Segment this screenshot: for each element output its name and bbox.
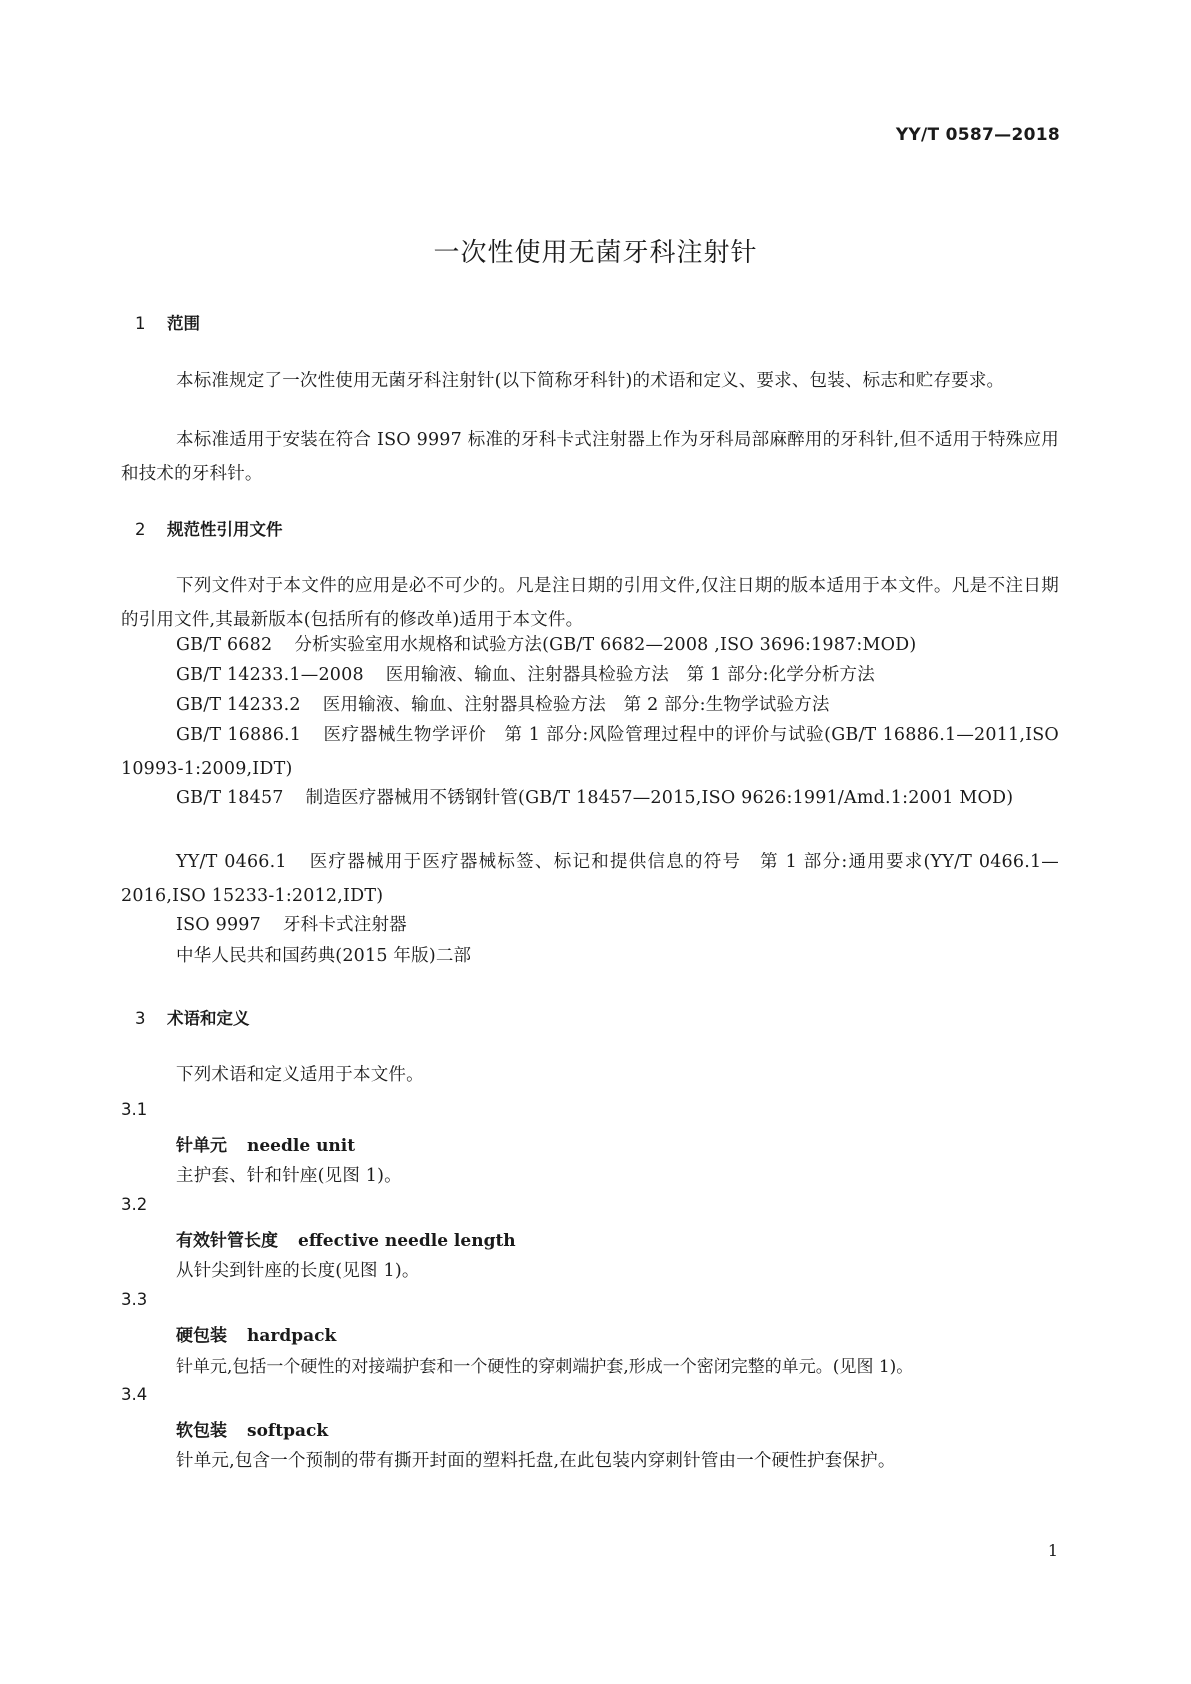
term-name-en: needle unit — [247, 1136, 356, 1156]
reference-title: 医疗器械生物学评价 第 1 部分:风险管理过程中的评价与试验(GB/T 16886.1—2011,ISO 10993-1:2009,IDT) — [121, 725, 1059, 779]
term-definition: 主护套、针和针座(见图 1)。 — [176, 1166, 402, 1186]
reference-title: 牙科卡式注射器 — [282, 915, 407, 935]
section-title: 术语和定义 — [167, 1009, 250, 1028]
reference-title: 医疗器械用于医疗器械标签、标记和提供信息的符号 第 1 部分:通用要求(YY/T 0466.1—2016,ISO 15233-1:2012,IDT) — [121, 852, 1059, 906]
term-number: 3.4 — [121, 1385, 148, 1404]
term-name-zh: 硬包装 — [176, 1326, 227, 1346]
section-title: 规范性引用文件 — [167, 520, 283, 539]
term-name-zh: 有效针管长度 — [176, 1231, 278, 1251]
scope-paragraph-1: 本标准规定了一次性使用无菌牙科注射针(以下简称牙科针)的术语和定义、要求、包装、标志和贮存要求。 — [176, 371, 1005, 391]
page-number: 1 — [1047, 1541, 1058, 1560]
section-heading-normative — [135, 516, 283, 540]
reference-item — [121, 845, 1059, 913]
section-number: 2 — [135, 520, 146, 539]
reference-title: 医用输液、输血、注射器具检验方法 第 1 部分:化学分析方法 — [385, 665, 875, 685]
term-name — [176, 1321, 336, 1346]
terms-intro: 下列术语和定义适用于本文件。 — [176, 1065, 424, 1085]
reference-code: GB/T 6682 — [176, 635, 273, 655]
term-name-zh: 软包装 — [176, 1421, 227, 1441]
reference-title: 医用输液、输血、注射器具检验方法 第 2 部分:生物学试验方法 — [322, 695, 830, 715]
section-number: 1 — [135, 314, 146, 333]
reference-item — [121, 658, 1059, 692]
reference-item: 中华人民共和国药典(2015 年版)二部 — [176, 946, 472, 966]
reference-item — [121, 718, 1059, 786]
section-heading-terms — [135, 1005, 250, 1029]
term-definition: 针单元,包括一个硬性的对接端护套和一个硬性的穿刺端护套,形成一个密闭完整的单元。(见图 1)。 — [176, 1357, 914, 1377]
section-title: 范围 — [167, 314, 200, 333]
reference-code: YY/T 0466.1 — [176, 852, 287, 872]
reference-title: 制造医疗器械用不锈钢针管(GB/T 18457—2015,ISO 9626:1991/Amd.1:2001 MOD) — [305, 788, 1014, 808]
reference-item — [121, 628, 1059, 662]
term-name — [176, 1131, 355, 1156]
term-name — [176, 1416, 328, 1441]
reference-code: GB/T 14233.2 — [176, 695, 301, 715]
term-number: 3.2 — [121, 1195, 148, 1214]
term-number: 3.1 — [121, 1100, 148, 1119]
reference-code: ISO 9997 — [176, 915, 261, 935]
term-definition: 从针尖到针座的长度(见图 1)。 — [176, 1261, 420, 1281]
term-definition: 针单元,包含一个预制的带有撕开封面的塑料托盘,在此包装内穿刺针管由一个硬性护套保护。 — [176, 1451, 896, 1471]
term-name-zh: 针单元 — [176, 1136, 227, 1156]
term-number: 3.3 — [121, 1290, 148, 1309]
reference-title: 分析实验室用水规格和试验方法(GB/T 6682—2008 ,ISO 3696:1987:MOD) — [294, 635, 917, 655]
term-name-en: effective needle length — [298, 1231, 516, 1251]
reference-code: GB/T 16886.1 — [176, 725, 302, 745]
reference-item — [121, 908, 1059, 942]
reference-item — [121, 781, 1059, 815]
normative-intro: 下列文件对于本文件的应用是必不可少的。凡是注日期的引用文件,仅注日期的版本适用于本文件。凡是不注日期的引用文件,其最新版本(包括所有的修改单)适用于本文件。 — [121, 576, 1059, 630]
scope-paragraph-2: 本标准适用于安装在符合 ISO 9997 标准的牙科卡式注射器上作为牙科局部麻醉用的牙科针,但不适用于特殊应用和技术的牙科针。 — [121, 430, 1059, 484]
section-heading-scope — [135, 310, 200, 334]
reference-code: GB/T 14233.1—2008 — [176, 665, 364, 685]
term-name — [176, 1226, 516, 1251]
term-name-en: softpack — [247, 1421, 329, 1441]
reference-code: GB/T 18457 — [176, 788, 284, 808]
term-name-en: hardpack — [247, 1326, 337, 1346]
section-number: 3 — [135, 1009, 146, 1028]
document-title: 一次性使用无菌牙科注射针 — [433, 238, 758, 268]
standard-code: YY/T 0587—2018 — [895, 125, 1060, 145]
reference-item — [121, 688, 1059, 722]
